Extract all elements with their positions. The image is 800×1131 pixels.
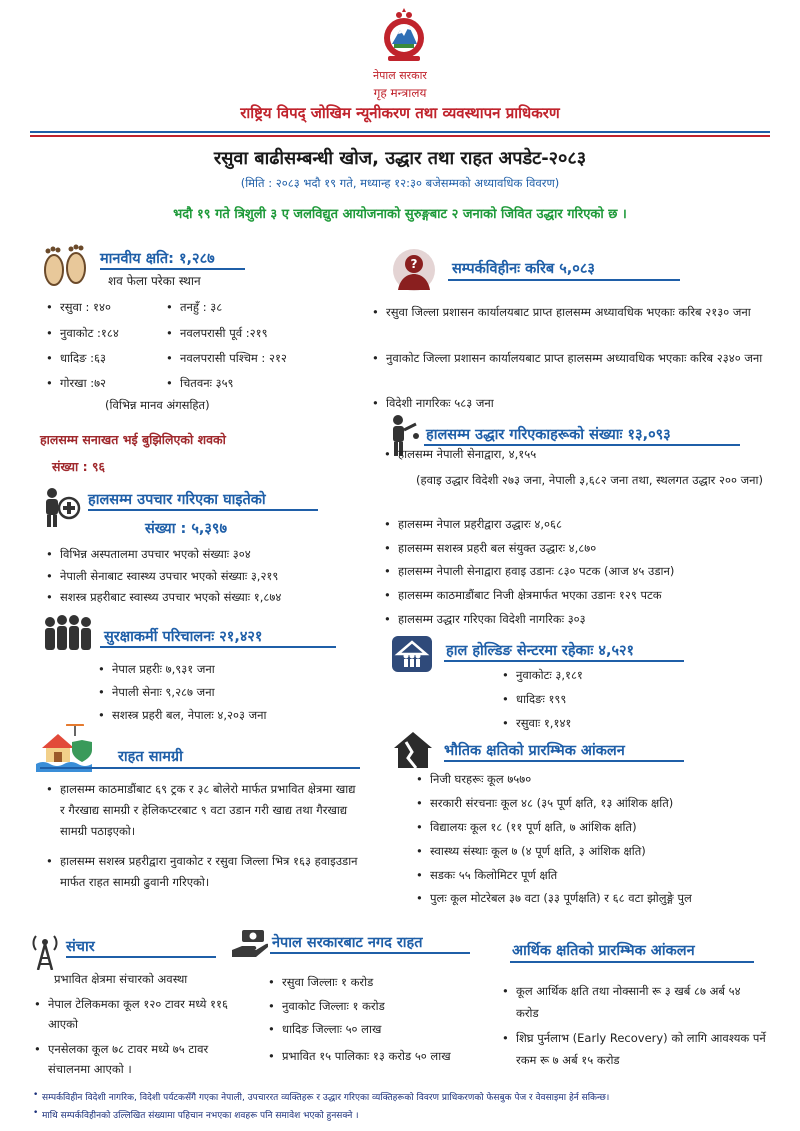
rescued-item-3: • हालसम्म सशस्त्र प्रहरी बल संयुक्त उद्धारः ४,८७० (398, 541, 596, 556)
missing-title: सम्पर्कविहीनः करिब ५,०८३ (452, 261, 595, 277)
rescued-item-2: • हालसम्म नेपाल प्रहरीद्वारा उद्धारः ४,०६८ (398, 517, 562, 532)
treated-item-2: • सशस्त्र प्रहरीबाट स्वास्थ्य उपचार भएको संख्याः १,८७४ (60, 590, 281, 605)
holding-item-0: • नुवाकोटः ३,१८१ (516, 668, 583, 683)
damage-item-4: • सडकः ५५ किलोमिटर पूर्ण क्षति (430, 868, 557, 883)
footnote-0: • सम्पर्कविहीन विदेशी नागरिक, विदेशी पर्यटकसँगै गएका नेपाली, उपचाररत व्यक्तिहरू र उद्धार गरिएका व्यक्तिहरूको विवरण प्राधिकरणको फेसबुक पेज र वेवसाइमा हेर्न सकिन्छ। (42, 1090, 609, 1103)
human-loss-right-2: • नवलपरासी पश्चिम : २१२ (180, 351, 287, 366)
communication-title: संचार (66, 939, 95, 955)
missing-underline (448, 279, 680, 281)
treated-count: संख्या : ५,३९७ (145, 521, 228, 537)
human-loss-left-1: • नुवाकोट :१८४ (60, 326, 119, 341)
treated-item-0: • विभिन्न अस्पतालमा उपचार भएको संख्याः ३०४ (60, 547, 251, 562)
human-loss-right-1: • नवलपरासी पूर्व :२१९ (180, 326, 268, 341)
damage-item-3: • स्वास्थ्य संस्थाः कूल ७ (४ पूर्ण क्षति, ३ आंशिक क्षति) (430, 844, 646, 859)
damage-item-1: • सरकारी संरचनाः कूल ४८ (३५ पूर्ण क्षति, १३ आंशिक क्षति) (430, 796, 673, 811)
security-item-0: • नेपाल प्रहरीः ७,९३१ जना (112, 662, 215, 677)
human-loss-underline (100, 268, 245, 270)
security-personnel-icon (42, 614, 94, 654)
communication-item-1: • एनसेलका कूल ७८ टावर मध्ये ७५ टावर संचालनमा आएको । (48, 1039, 248, 1079)
security-item-1: • नेपाली सेनाः ९,२८७ जना (112, 685, 215, 700)
human-loss-left-3: • गोरखा :७२ (60, 376, 106, 391)
relief-item-1: • हालसम्म सशस्त्र प्रहरीद्वारा नुवाकोट र रसुवा जिल्ला भित्र १६३ हवाइउडान मार्फत राहत सामग्री ढुवानी गरिएको। (60, 851, 360, 893)
cash-underline (270, 952, 470, 954)
rescued-title: हालसम्म उद्धार गरिएकाहरूको संख्याः १३,०९३ (426, 427, 671, 443)
cash-item-3: • प्रभावित १५ पालिकाः १३ करोड ५० लाख (282, 1045, 462, 1067)
human-loss-right-0: • तनहुँ : ३८ (180, 300, 222, 315)
holding-item-2: • रसुवाः १,१४१ (516, 716, 571, 731)
rescued-underline (424, 444, 740, 446)
date-line: (मिति : २०८३ भदौ १९ गते, मध्यान्ह १२:३० बजेसम्मको अध्यावधिक विवरण) (240, 176, 560, 190)
economic-item-1: • शिघ्र पुर्नलाभ (Early Recovery) को लागि आवश्यक पर्ने रकम रू ७ अर्ब १५ करोड (516, 1027, 776, 1071)
svg-text:?: ? (410, 257, 418, 271)
economic-title: आर्थिक क्षतिको प्रारम्भिक आंकलन (512, 943, 695, 959)
rescued-item-1: (हवाइ उद्धार विदेशी २७३ जना, नेपाली ३,६८२ जना तथा, स्थलगत उद्धार २०० जना) (416, 473, 764, 487)
communication-item-0: • नेपाल टेलिकमका कूल १२० टावर मध्ये ११६ आएको (48, 994, 248, 1034)
ministry-name: गृह मन्त्रालय (373, 86, 427, 100)
human-loss-title: मानवीय क्षति: १,२८७ (100, 251, 215, 267)
header-rule-2 (30, 135, 770, 137)
treated-title: हालसम्म उपचार गरिएका घाइतेको (88, 492, 266, 508)
injured-person-icon (40, 486, 82, 528)
flood-house-icon (36, 724, 92, 772)
cash-item-2: • धादिङ जिल्लाः ५० लाख (282, 1022, 381, 1037)
damage-title: भौतिक क्षतिको प्रारम्भिक आंकलन (444, 743, 625, 759)
damage-item-2: • विद्यालयः कूल १८ (११ पूर्ण क्षति, ७ आंशिक क्षति) (430, 820, 637, 835)
communication-underline (66, 956, 216, 958)
rescued-item-0: • हालसम्म नेपाली सेनाद्वारा, ४,१५५ (398, 447, 536, 462)
authority-name: राष्ट्रिय विपद् जोखिम न्यूनीकरण तथा व्यवस्थापन प्राधिकरण (240, 104, 560, 122)
holding-underline (444, 660, 684, 662)
tower-icon (30, 930, 60, 970)
missing-item-2: • विदेशी नागरिकः ५८३ जना (386, 396, 494, 411)
rescued-item-4: • हालसम्म नेपाली सेनाद्वारा हवाइ उडानः ८३० पटक (आज ४५ उडान) (398, 564, 674, 579)
shelter-icon (392, 636, 432, 672)
identified-count: संख्या : ९६ (52, 459, 105, 474)
cash-item-0: • रसुवा जिल्लाः १ करोड (282, 975, 373, 990)
human-loss-note: (विभिन्न मानव अंगसहित) (105, 398, 210, 412)
footprints-icon (40, 244, 92, 288)
cash-hand-icon (232, 928, 268, 960)
highlight-banner: भदौ १९ गते त्रिशुली ३ ए जलविद्युत आयोजनाको सुरुङ्गबाट २ जनाको जिवित उद्धार गरिएको छ । (173, 207, 627, 222)
header-rule-1 (30, 131, 770, 133)
human-loss-right-3: • चितवनः ३५९ (180, 376, 234, 391)
rescued-item-5: • हालसम्म काठमाडौंबाट निजी क्षेत्रमार्फत भएका उडानः १२९ पटक (398, 588, 662, 603)
damage-item-0: • निजी घरहरूः कूल ७५७० (430, 772, 531, 787)
treated-item-1: • नेपाली सेनाबाट स्वास्थ्य उपचार भएको संख्याः ३,२१९ (60, 569, 278, 584)
damage-underline (444, 760, 684, 762)
human-loss-left-2: • धादिङ :६३ (60, 351, 106, 366)
government-emblem (380, 8, 428, 64)
missing-item-1: • नुवाकोट जिल्ला प्रशासन कार्यालयबाट प्राप्त हालसम्म अध्यावधिक भएकाः करिब २३४० जना (386, 348, 766, 369)
security-underline (100, 646, 336, 648)
rescued-item-6: • हालसम्म उद्धार गरिएका विदेशी नागरिकः ३०३ (398, 612, 586, 627)
economic-underline (510, 961, 754, 963)
relief-title: राहत सामग्री (118, 749, 183, 765)
footnote-1: • माथि सम्पर्कविहीनको उल्लिखित संख्यामा पहिचान नभएका शवहरू पनि समावेश भएको हुनसक्ने । (42, 1108, 359, 1121)
cash-item-1: • नुवाकोट जिल्लाः १ करोड (282, 999, 385, 1014)
communication-subtitle: प्रभावित क्षेत्रमा संचारको अवस्था (54, 972, 188, 986)
government-name: नेपाल सरकार (373, 69, 427, 82)
economic-item-0: • कूल आर्थिक क्षति तथा नोक्सानी रू ३ खर्ब ८७ अर्ब ५४ करोड (516, 980, 766, 1024)
human-loss-subtitle: शव फेला परेका स्थान (108, 274, 201, 288)
damage-item-5: • पुलः कूल मोटरेबल ३७ वटा (३३ पूर्णक्षति) र ६८ वटा झोलुङ्गे पुल (430, 891, 692, 906)
relief-item-0: • हालसम्म काठमाडौंबाट ६९ ट्रक र ३८ बोलेरो मार्फत प्रभावित क्षेत्रमा खाद्य र गैरखाद्य सामग्री र हेलिकप्टरबाट ९ वटा उडान गरी खाद्य तथा गैरखाद्य सामग्री पठाइएको। (60, 779, 360, 842)
relief-underline (40, 767, 360, 769)
missing-item-0: • रसुवा जिल्ला प्रशासन कार्यालयबाट प्राप्त हालसम्म अध्यावधिक भएकाः करिब २१३० जना (386, 302, 766, 323)
damaged-house-icon (392, 730, 434, 770)
human-loss-left-0: • रसुवा : १४० (60, 300, 111, 315)
page-title: रसुवा बाढीसम्बन्धी खोज, उद्धार तथा राहत अपडेट-२०८३ (213, 148, 587, 169)
cash-title: नेपाल सरकारबाट नगद राहत (272, 935, 423, 951)
identified-label: हालसम्म सनाखत भई बुझिलिएको शवको (40, 432, 226, 447)
holding-title: हाल होल्डिङ सेन्टरमा रहेकाः ४,५२१ (446, 643, 635, 659)
missing-person-icon (392, 248, 436, 292)
holding-item-1: • धादिङः १९९ (516, 692, 566, 707)
security-item-2: • सशस्त्र प्रहरी बल, नेपालः ४,२०३ जना (112, 708, 267, 723)
treated-underline (88, 509, 318, 511)
security-title: सुरक्षाकर्मी परिचालनः २१,४२१ (104, 629, 263, 645)
